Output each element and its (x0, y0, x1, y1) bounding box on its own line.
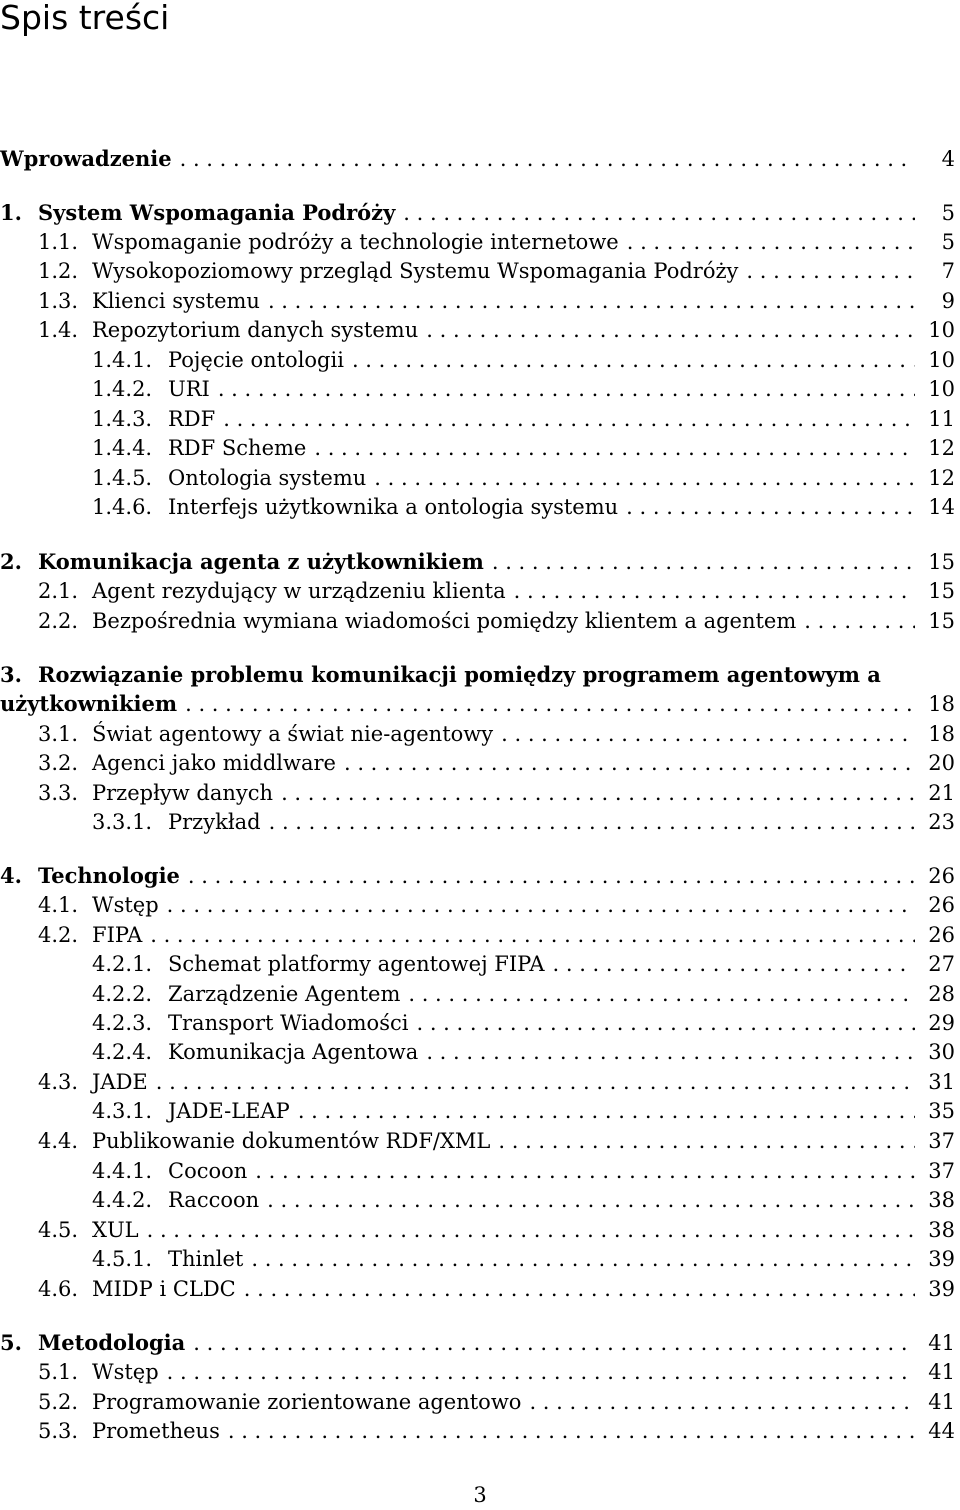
toc-entry-page: 18 (928, 719, 955, 749)
toc-entry-title: Zarządzenie Agentem (168, 982, 401, 1006)
toc-dot-leader (269, 807, 915, 837)
toc-entry-number: 4.6. (38, 1277, 79, 1301)
page-number-footer: 3 (473, 1483, 487, 1507)
toc-entry-number: 5.2. (38, 1390, 79, 1414)
toc-dot-leader (150, 920, 915, 950)
toc-entry[interactable] (0, 861, 960, 891)
toc-entry-page: 26 (928, 920, 955, 950)
toc-entry-title: System Wspomagania Podróży (38, 200, 396, 225)
toc-entry-page: 10 (928, 374, 955, 404)
toc-entry-title: Agenci jako middlware (92, 751, 336, 775)
toc-entry[interactable] (0, 547, 960, 577)
toc-dot-leader (804, 606, 915, 636)
toc-entry[interactable] (0, 1244, 960, 1274)
toc-entry[interactable] (0, 719, 960, 749)
toc-dot-leader (281, 778, 915, 808)
toc-entry[interactable] (0, 492, 960, 522)
toc-dot-leader (529, 1387, 915, 1417)
toc-entry[interactable] (0, 1274, 960, 1304)
toc-dot-leader (626, 492, 915, 522)
toc-entry-number: 4.2. (38, 923, 79, 947)
toc-entry-page: 39 (928, 1274, 955, 1304)
toc-entry-title: Thinlet (168, 1247, 244, 1271)
toc-dot-leader (244, 1274, 915, 1304)
toc-entry-title: XUL (92, 1218, 139, 1242)
toc-entry-number: 5. (0, 1330, 22, 1355)
toc-dot-leader (416, 1008, 915, 1038)
toc-entry-title: Metodologia (38, 1330, 186, 1355)
toc-entry[interactable] (0, 890, 960, 920)
toc-entry-title: Ontologia systemu (168, 466, 367, 490)
toc-entry-title: Pojęcie ontologii (168, 348, 344, 372)
toc-entry-number: 4.2.1. (92, 952, 153, 976)
toc-dot-leader (147, 1215, 915, 1245)
toc-entry-number: 3.3.1. (92, 810, 153, 834)
toc-entry-number: 4.3. (38, 1070, 79, 1094)
toc-dot-leader (514, 576, 915, 606)
toc-entry-page: 15 (928, 576, 955, 606)
toc-entry-number: 2. (0, 549, 22, 574)
toc-entry-number: 1.4. (38, 318, 79, 342)
toc-entry-page: 41 (928, 1328, 955, 1358)
toc-entry-number: 3.2. (38, 751, 79, 775)
toc-entry-page: 4 (942, 144, 955, 174)
toc-entry-title: RDF Scheme (168, 436, 307, 460)
toc-entry[interactable] (0, 345, 960, 375)
toc-dot-leader (255, 1156, 915, 1186)
toc-entry-title: Raccoon (168, 1188, 260, 1212)
toc-entry-page: 15 (928, 547, 955, 577)
toc-entry[interactable] (0, 404, 960, 434)
toc-entry-number: 3.1. (38, 722, 79, 746)
toc-entry[interactable] (0, 1328, 960, 1358)
toc-entry-number: 1.4.6. (92, 495, 153, 519)
toc-entry-number: 4.5. (38, 1218, 79, 1242)
toc-entry-number: 4.2.4. (92, 1040, 153, 1064)
toc-entry-title: Wspomaganie podróży a technologie internetowe (92, 230, 619, 254)
toc-entry-title: Publikowanie dokumentów RDF/XML (92, 1129, 491, 1153)
toc-entry[interactable] (0, 1126, 960, 1156)
toc-dot-leader (352, 345, 915, 375)
toc-entry-title: Wysokopoziomowy przegląd Systemu Wspomagania Podróży (92, 259, 739, 283)
toc-dot-leader (374, 463, 915, 493)
toc-dot-leader (314, 433, 915, 463)
toc-entry[interactable] (0, 1096, 960, 1126)
toc-entry-title: Cocoon (168, 1159, 248, 1183)
toc-entry[interactable] (0, 256, 960, 286)
toc-entry-title: RDF (168, 407, 216, 431)
toc-dot-leader (218, 374, 915, 404)
toc-entry[interactable] (0, 463, 960, 493)
toc-entry-title: Przykład (168, 810, 261, 834)
toc-entry-number: 1.2. (38, 259, 79, 283)
toc-dot-leader (627, 227, 915, 257)
toc-entry-number: 1.4.3. (92, 407, 153, 431)
toc-entry-page: 26 (928, 861, 955, 891)
toc-dot-leader (501, 719, 915, 749)
toc-entry-page: 10 (928, 345, 955, 375)
toc-entry-title: JADE-LEAP (168, 1099, 290, 1123)
toc-dot-leader (188, 861, 915, 891)
toc-entry-page: 44 (928, 1416, 955, 1446)
toc-entry[interactable] (0, 1156, 960, 1186)
toc-entry-page: 14 (928, 492, 955, 522)
toc-entry-number: 2.1. (38, 579, 79, 603)
toc-entry-page: 37 (928, 1126, 955, 1156)
toc-dot-leader (403, 198, 915, 228)
toc-entry-number: 1.3. (38, 289, 79, 313)
toc-dot-leader (167, 890, 915, 920)
toc-entry[interactable] (0, 1357, 960, 1387)
toc-entry[interactable] (0, 315, 960, 345)
toc-dot-leader (746, 256, 915, 286)
toc-dot-leader (553, 949, 916, 979)
toc-entry-number: 1.4.4. (92, 436, 153, 460)
toc-entry-page: 39 (928, 1244, 955, 1274)
toc-entry-page: 23 (928, 807, 955, 837)
toc-entry-title: Technologie (38, 863, 180, 888)
toc-entry-number: 4.4.1. (92, 1159, 153, 1183)
toc-entry-title: Wprowadzenie (0, 146, 172, 171)
toc-entry-number: 4.1. (38, 893, 79, 917)
toc-dot-leader (344, 748, 915, 778)
toc-entry[interactable] (0, 660, 960, 690)
toc-entry-page: 35 (928, 1096, 955, 1126)
toc-entry[interactable] (0, 286, 960, 316)
toc-entry-title: Prometheus (92, 1419, 220, 1443)
toc-dot-leader (223, 404, 915, 434)
toc-entry[interactable] (0, 748, 960, 778)
toc-entry-title: Repozytorium danych systemu (92, 318, 419, 342)
toc-entry-title: JADE (92, 1070, 148, 1094)
toc-entry-number: 4.4. (38, 1129, 79, 1153)
toc-entry[interactable] (0, 1037, 960, 1067)
toc-entry-number: 1. (0, 200, 22, 225)
toc-entry-page: 7 (942, 256, 955, 286)
toc-entry-title: Przepływ danych (92, 781, 274, 805)
page-title: Spis treści (0, 0, 170, 37)
toc-entry-page: 21 (928, 778, 955, 808)
toc-entry[interactable] (0, 227, 960, 257)
toc-entry-page: 12 (928, 463, 955, 493)
toc-entry[interactable] (0, 198, 960, 228)
toc-entry-title: Komunikacja Agentowa (168, 1040, 419, 1064)
toc-entry-page: 38 (928, 1185, 955, 1215)
toc-entry-number: 4.2.3. (92, 1011, 153, 1035)
toc-entry-number: 1.1. (38, 230, 79, 254)
toc-entry[interactable] (0, 433, 960, 463)
toc-entry[interactable] (0, 374, 960, 404)
toc-entry-title: Schemat platformy agentowej FIPA (168, 952, 545, 976)
toc-entry-number: 1.4.1. (92, 348, 153, 372)
toc-entry[interactable] (0, 979, 960, 1009)
toc-entry-title: Bezpośrednia wymiana wiadomości pomiędzy klientem a agentem (92, 609, 797, 633)
toc-entry-title: Komunikacja agenta z użytkownikiem (38, 549, 484, 574)
toc-entry-title: użytkownikiem (0, 691, 178, 716)
toc-entry-title: MIDP i CLDC (92, 1277, 236, 1301)
toc-entry-number: 4.4.2. (92, 1188, 153, 1212)
toc-entry-page: 12 (928, 433, 955, 463)
toc-entry-page: 26 (928, 890, 955, 920)
toc-entry[interactable] (0, 1416, 960, 1446)
toc-entry-title: Klienci systemu (92, 289, 260, 313)
toc-dot-leader (193, 1328, 915, 1358)
toc-entry-title: FIPA (92, 923, 143, 947)
toc-entry[interactable] (0, 1067, 960, 1097)
toc-dot-leader (492, 547, 915, 577)
toc-entry-page: 29 (928, 1008, 955, 1038)
toc-entry-page: 31 (928, 1067, 955, 1097)
toc-entry-page: 41 (928, 1387, 955, 1417)
toc-entry-page: 27 (928, 949, 955, 979)
toc-dot-leader (498, 1126, 915, 1156)
toc-entry-page: 37 (928, 1156, 955, 1186)
toc-dot-leader (408, 979, 915, 1009)
toc-entry[interactable] (0, 689, 960, 719)
toc-entry[interactable] (0, 1215, 960, 1245)
toc-entry[interactable] (0, 949, 960, 979)
toc-dot-leader (298, 1096, 915, 1126)
toc-dot-leader (426, 1037, 915, 1067)
toc-entry-page: 20 (928, 748, 955, 778)
toc-entry-title: Świat agentowy a świat nie-agentowy (92, 722, 494, 746)
toc-dot-leader (228, 1416, 915, 1446)
toc-entry-title: Interfejs użytkownika a ontologia systemu (168, 495, 619, 519)
toc-entry[interactable] (0, 1387, 960, 1417)
toc-entry[interactable] (0, 1008, 960, 1038)
toc-entry-number: 2.2. (38, 609, 79, 633)
toc-entry-page: 41 (928, 1357, 955, 1387)
toc-entry-title: URI (168, 377, 210, 401)
toc-dot-leader (167, 1357, 915, 1387)
toc-entry[interactable] (0, 606, 960, 636)
toc-entry-page: 11 (928, 404, 955, 434)
toc-entry-page: 5 (942, 227, 955, 257)
toc-entry[interactable] (0, 920, 960, 950)
toc-entry-number: 1.4.2. (92, 377, 153, 401)
toc-entry-page: 18 (928, 689, 955, 719)
toc-dot-leader (185, 689, 915, 719)
toc-dot-leader (180, 144, 915, 174)
toc-entry-number: 1.4.5. (92, 466, 153, 490)
toc-entry-page: 9 (942, 286, 955, 316)
toc-dot-leader (267, 1185, 915, 1215)
toc-entry-title: Agent rezydujący w urządzeniu klienta (92, 579, 506, 603)
toc-dot-leader (268, 286, 915, 316)
toc-entry-page: 10 (928, 315, 955, 345)
toc-entry-page: 5 (942, 198, 955, 228)
toc-entry-number: 3.3. (38, 781, 79, 805)
toc-entry-title: Programowanie zorientowane agentowo (92, 1390, 522, 1414)
toc-entry-number: 4.5.1. (92, 1247, 153, 1271)
toc-dot-leader (156, 1067, 915, 1097)
toc-entry-number: 5.3. (38, 1419, 79, 1443)
toc-entry-page: 15 (928, 606, 955, 636)
toc-dot-leader (251, 1244, 915, 1274)
toc-entry[interactable] (0, 1185, 960, 1215)
toc-entry-number: 3. (0, 662, 22, 687)
toc-entry-number: 4. (0, 863, 22, 888)
toc-entry-page: 28 (928, 979, 955, 1009)
toc-entry-page: 30 (928, 1037, 955, 1067)
toc-entry[interactable] (0, 807, 960, 837)
toc-entry[interactable] (0, 576, 960, 606)
toc-entry-number: 4.3.1. (92, 1099, 153, 1123)
toc-entry[interactable] (0, 778, 960, 808)
toc-dot-leader (426, 315, 915, 345)
toc-entry[interactable] (0, 144, 960, 174)
toc-entry-page: 38 (928, 1215, 955, 1245)
toc-entry-title: Rozwiązanie problemu komunikacji pomiędzy programem agentowym a (38, 662, 881, 687)
toc-entry-title: Wstęp (92, 1360, 159, 1384)
toc-entry-number: 4.2.2. (92, 982, 153, 1006)
toc-entry-title: Wstęp (92, 893, 159, 917)
toc-entry-title: Transport Wiadomości (168, 1011, 409, 1035)
toc-entry-number: 5.1. (38, 1360, 79, 1384)
